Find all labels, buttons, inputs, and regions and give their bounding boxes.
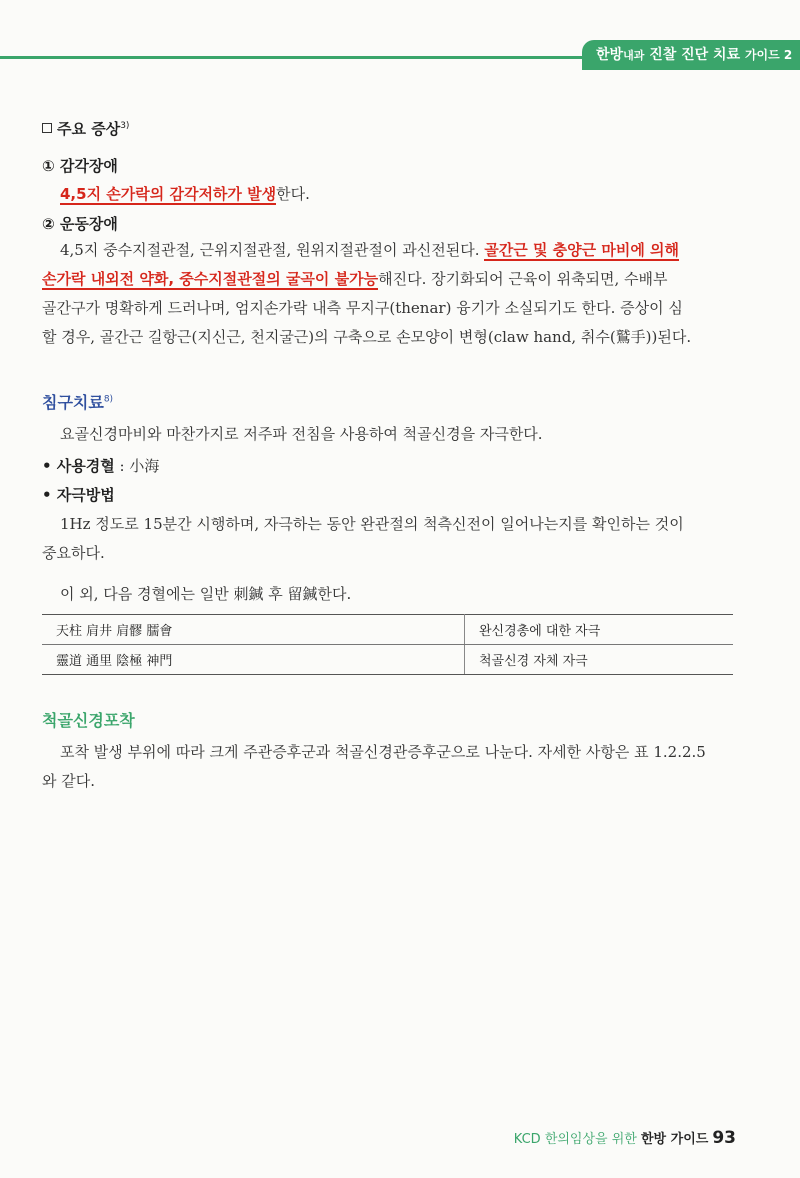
header-part3: 진찰 진단 치료: [644, 47, 745, 63]
points-line: [42, 452, 159, 481]
sensory-heading: ① 감각장애: [42, 157, 118, 175]
footer-title: 한방 가이드: [641, 1132, 709, 1147]
method-line-2: 중요하다.: [42, 544, 105, 562]
square-bullet-icon: [42, 123, 52, 133]
method-paragraph: [42, 510, 742, 568]
motor-line1-plain: 4,5지 중수지절관절, 근위지절관절, 원위지절관절이 과신전된다.: [60, 241, 485, 259]
points-value: 小海: [129, 457, 160, 475]
motor-paragraph: [42, 236, 742, 352]
header-part2: 내과: [623, 49, 645, 62]
motor-line-2: [42, 265, 742, 294]
sensory-text: [60, 180, 310, 209]
header-part4: 가이드 2: [744, 48, 793, 62]
motor-line2-highlight: 손가락 내외전 약화, 중수지절관절의 굴곡이 불가능: [42, 270, 379, 288]
symptoms-heading: [42, 118, 129, 139]
header-part1: 한방: [596, 47, 624, 63]
method-line-1: 1Hz 정도로 15분간 시행하며, 자극하는 동안 완관절의 척측신전이 일어나는지를 확인하는 것이: [60, 515, 684, 533]
entrapment-line-1: 포착 발생 부위에 따라 크게 주관증후군과 척골신경관증후군으로 나눈다. 자세한 사항은 표 1.2.2.5: [60, 743, 706, 761]
table-cell-effect: 척골신경 자체 자극: [465, 645, 734, 675]
running-header: [582, 40, 800, 70]
points-label: • 사용경혈: [42, 457, 115, 475]
table-cell-effect: 완신경총에 대한 자극: [465, 615, 734, 645]
symptoms-heading-text: 주요 증상: [57, 120, 121, 138]
points-colon: :: [114, 457, 130, 475]
page-footer: [514, 1128, 736, 1148]
acupoint-table: [42, 614, 733, 675]
table-row: [42, 615, 733, 645]
page-number: 93: [712, 1128, 736, 1148]
acupuncture-heading-text: 침구치료: [42, 393, 104, 412]
motor-line-4: 할 경우, 골간근 길항근(지신근, 천지굴근)의 구축으로 손모양이 변형(claw hand, 취수(鷲手))된다.: [42, 328, 692, 346]
symptoms-ref: 3): [120, 121, 130, 131]
sensory-highlight: 4,5지 손가락의 감각저하가 발생: [60, 185, 277, 203]
motor-heading: ② 운동장애: [42, 215, 118, 233]
entrapment-paragraph: [42, 738, 742, 796]
entrapment-heading: 척골신경포착: [42, 711, 135, 730]
acupuncture-heading: [42, 390, 113, 413]
table-cell-points: 靈道 通里 陰極 神門: [42, 645, 465, 675]
sensory-tail: 한다.: [276, 185, 310, 203]
footer-prefix: KCD 한의임상을 위한: [513, 1132, 641, 1147]
acupuncture-ref: 8): [103, 394, 114, 405]
method-label: • 자극방법: [42, 486, 115, 504]
additional-text: 이 외, 다음 경혈에는 일반 刺鍼 후 留鍼한다.: [60, 585, 352, 603]
motor-line1-highlight: 골간근 및 충양근 마비에 의해: [484, 241, 680, 259]
motor-line-3: 골간구가 명확하게 드러나며, 엄지손가락 내측 무지구(thenar) 융기가 소실되기도 한다. 증상이 심: [42, 299, 683, 317]
motor-line2-plain: 해진다. 장기화되어 근육이 위축되면, 수배부: [378, 270, 668, 288]
acupuncture-intro: 요골신경마비와 마찬가지로 저주파 전침을 사용하여 척골신경을 자극한다.: [60, 425, 543, 443]
entrapment-line-2: 와 같다.: [42, 772, 96, 790]
table-cell-points: 天柱 肩井 肩髎 臑會: [42, 615, 465, 645]
table-row: [42, 645, 733, 675]
motor-line-1: [42, 236, 742, 265]
